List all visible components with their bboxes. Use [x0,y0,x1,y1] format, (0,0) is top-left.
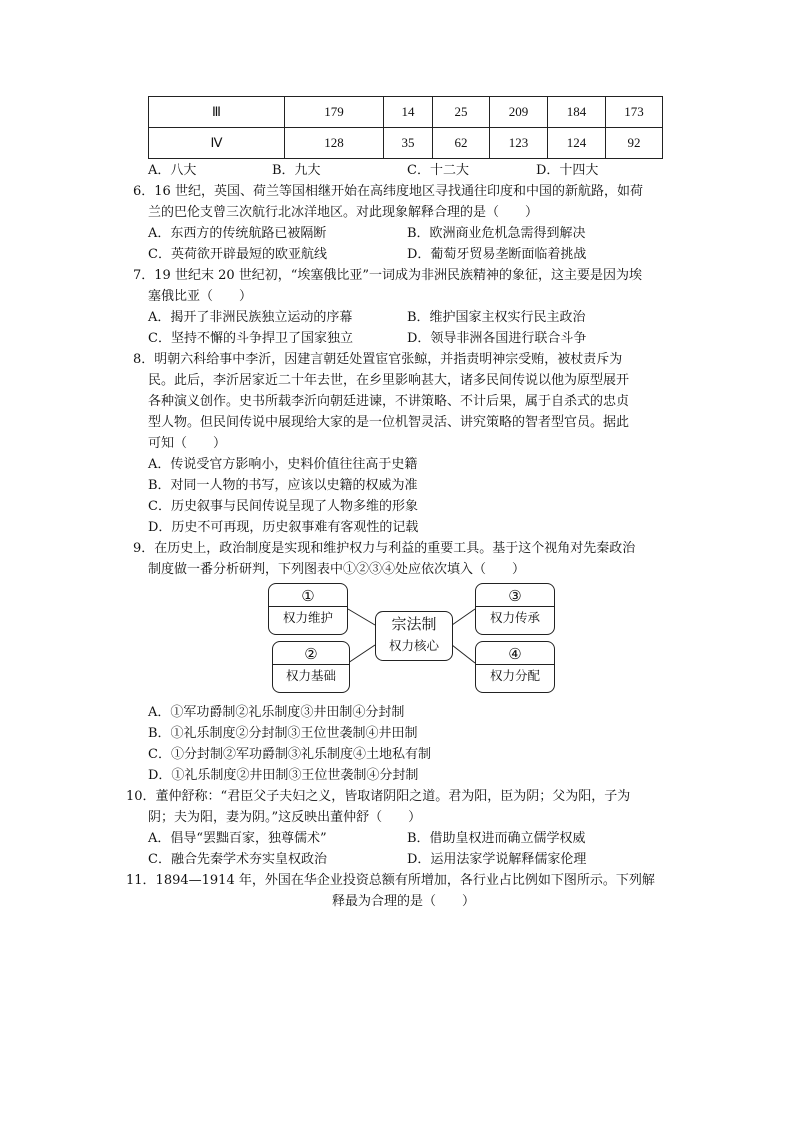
q10-stem-line-1: 10．董仲舒称：“君臣父子夫妇之义，皆取诸阴阳之道。君为阳，臣为阴；父为阳，子为 [126,789,631,804]
box-4-number: ④ [508,645,522,663]
table-cell: 173 [606,97,663,128]
table-row [149,128,663,159]
data-table [148,96,663,159]
table-cell: 124 [548,128,606,159]
table-cell: Ⅲ [149,97,285,128]
box-2-label: 权力基础 [285,668,336,683]
table-cell: 62 [433,128,490,159]
q6-stem-line-1: 6．16 世纪，英国、荷兰等国相继开始在高纬度地区寻找通往印度和中国的新航路，如荷 [133,184,643,199]
table-cell: 92 [606,128,663,159]
table-cell: 128 [285,128,384,159]
q9-option-d: D．①礼乐制度②井田制③王位世袭制④分封制 [148,768,419,783]
box-1-label: 权力维护 [282,610,333,625]
q7-option-d: D．领导非洲各国进行联合斗争 [407,331,587,346]
diagram-box-4 [475,641,555,693]
diagram-box-3 [475,583,555,635]
q5-option-a: A．八大 [148,163,197,178]
table-cell: 209 [490,97,548,128]
box-3-number: ③ [508,587,522,605]
q9-option-b: B．①礼乐制度②分封制③王位世袭制④井田制 [148,726,418,741]
table-cell: 14 [384,97,433,128]
table-cell: 35 [384,128,433,159]
box-3-label: 权力传承 [489,610,540,625]
connector-line [452,609,475,625]
q9-stem-line-2: 制度做一番分析研判，下列图表中①②③④处应依次填入（ ） [148,562,526,577]
table-cell: 179 [285,97,384,128]
q5-option-c: C．十二大 [407,163,469,178]
q7-option-c: C．坚持不懈的斗争捍卫了国家独立 [148,331,353,346]
q7-stem-line-2: 塞俄比亚（ ） [148,289,253,304]
q7-option-a: A．揭开了非洲民族独立运动的序幕 [148,310,353,325]
box-2-number: ② [304,645,318,663]
q8-stem-line-2: 民。此后，李沂居家近二十年去世，在乡里影响甚大，诸多民间传说以他为原型展开 [148,373,630,388]
q8-option-d: D．历史不可再现，历史叙事难有客观性的记载 [148,520,419,535]
q11-stem-line-2: 释最为合理的是（ ） [332,894,476,909]
q9-stem-line-1: 9．在历史上，政治制度是实现和维护权力与利益的重要工具。基于这个视角对先秦政治 [133,541,636,556]
connector-line [348,645,375,663]
diagram-box-2 [272,641,350,693]
q5-option-b: B．九大 [272,163,321,178]
q7-stem-line-1: 7．19 世纪末 20 世纪初，“埃塞俄比亚”一词成为非洲民族精神的象征，这主要是因为埃 [133,268,643,283]
q10-option-d: D．运用法家学说解释儒家伦理 [407,852,587,867]
q6-option-d: D．葡萄牙贸易垄断面临着挑战 [407,247,587,262]
diagram-center-box [375,611,453,661]
box-4-label: 权力分配 [489,668,540,683]
q6-option-b: B．欧洲商业危机急需得到解决 [407,226,586,241]
q10-option-a: A．倡导“罢黜百家，独尊儒术” [148,831,327,846]
q8-stem-line-3: 各种演义创作。史书所载李沂向朝廷进谏，不讲策略、不计后果，属于自杀式的忠贞 [148,394,630,409]
table-cell: Ⅳ [149,128,285,159]
q10-option-b: B．借助皇权进而确立儒学权威 [407,831,586,846]
q6-option-a: A．东西方的传统航路已被隔断 [148,226,327,241]
connector-line [348,609,375,625]
q8-option-a: A．传说受官方影响小，史料价值往往高于史籍 [148,457,418,472]
q6-stem-line-2: 兰的巴伦支曾三次航行北冰洋地区。对此现象解释合理的是（ ） [148,205,539,220]
q7-option-b: B．维护国家主权实行民主政治 [407,310,586,325]
q11-stem-line-1: 11．1894—1914 年，外国在华企业投资总额有所增加，各行业占比例如下图所示。下列解 [126,873,655,888]
q8-stem-line-5: 可知（ ） [148,436,227,451]
center-box-title: 宗法制 [391,615,437,633]
connector-line [452,645,475,663]
table-cell: 123 [490,128,548,159]
table-cell: 25 [433,97,490,128]
table-row [149,97,663,128]
q6-option-c: C．英荷欲开辟最短的欧亚航线 [148,247,327,262]
q8-stem-line-4: 型人物。但民间传说中展现给大家的是一位机智灵活、讲究策略的智者型官员。据此 [148,415,630,430]
q9-option-c: C．①分封制②军功爵制③礼乐制度④土地私有制 [148,747,431,762]
center-box-subtitle: 权力核心 [388,638,439,653]
q9-option-a: A．①军功爵制②礼乐制度③井田制④分封制 [148,705,405,720]
q10-stem-line-2: 阴；夫为阳，妻为阴。”这反映出董仲舒（ ） [148,810,422,825]
diagram-box-1 [268,583,348,635]
q8-option-c: C．历史叙事与民间传说呈现了人物多维的形象 [148,499,418,514]
table-cell: 184 [548,97,606,128]
q8-option-b: B．对同一人物的书写，应该以史籍的权威为准 [148,478,418,493]
q10-option-c: C．融合先秦学术夯实皇权政治 [148,852,327,867]
q8-stem-line-1: 8．明朝六科给事中李沂，因建言朝廷处置宦官张鲸，并指责明神宗受贿，被杖责斥为 [133,352,623,367]
political-system-diagram [268,583,558,693]
q5-option-d: D．十四大 [536,163,599,178]
box-1-number: ① [301,587,315,605]
